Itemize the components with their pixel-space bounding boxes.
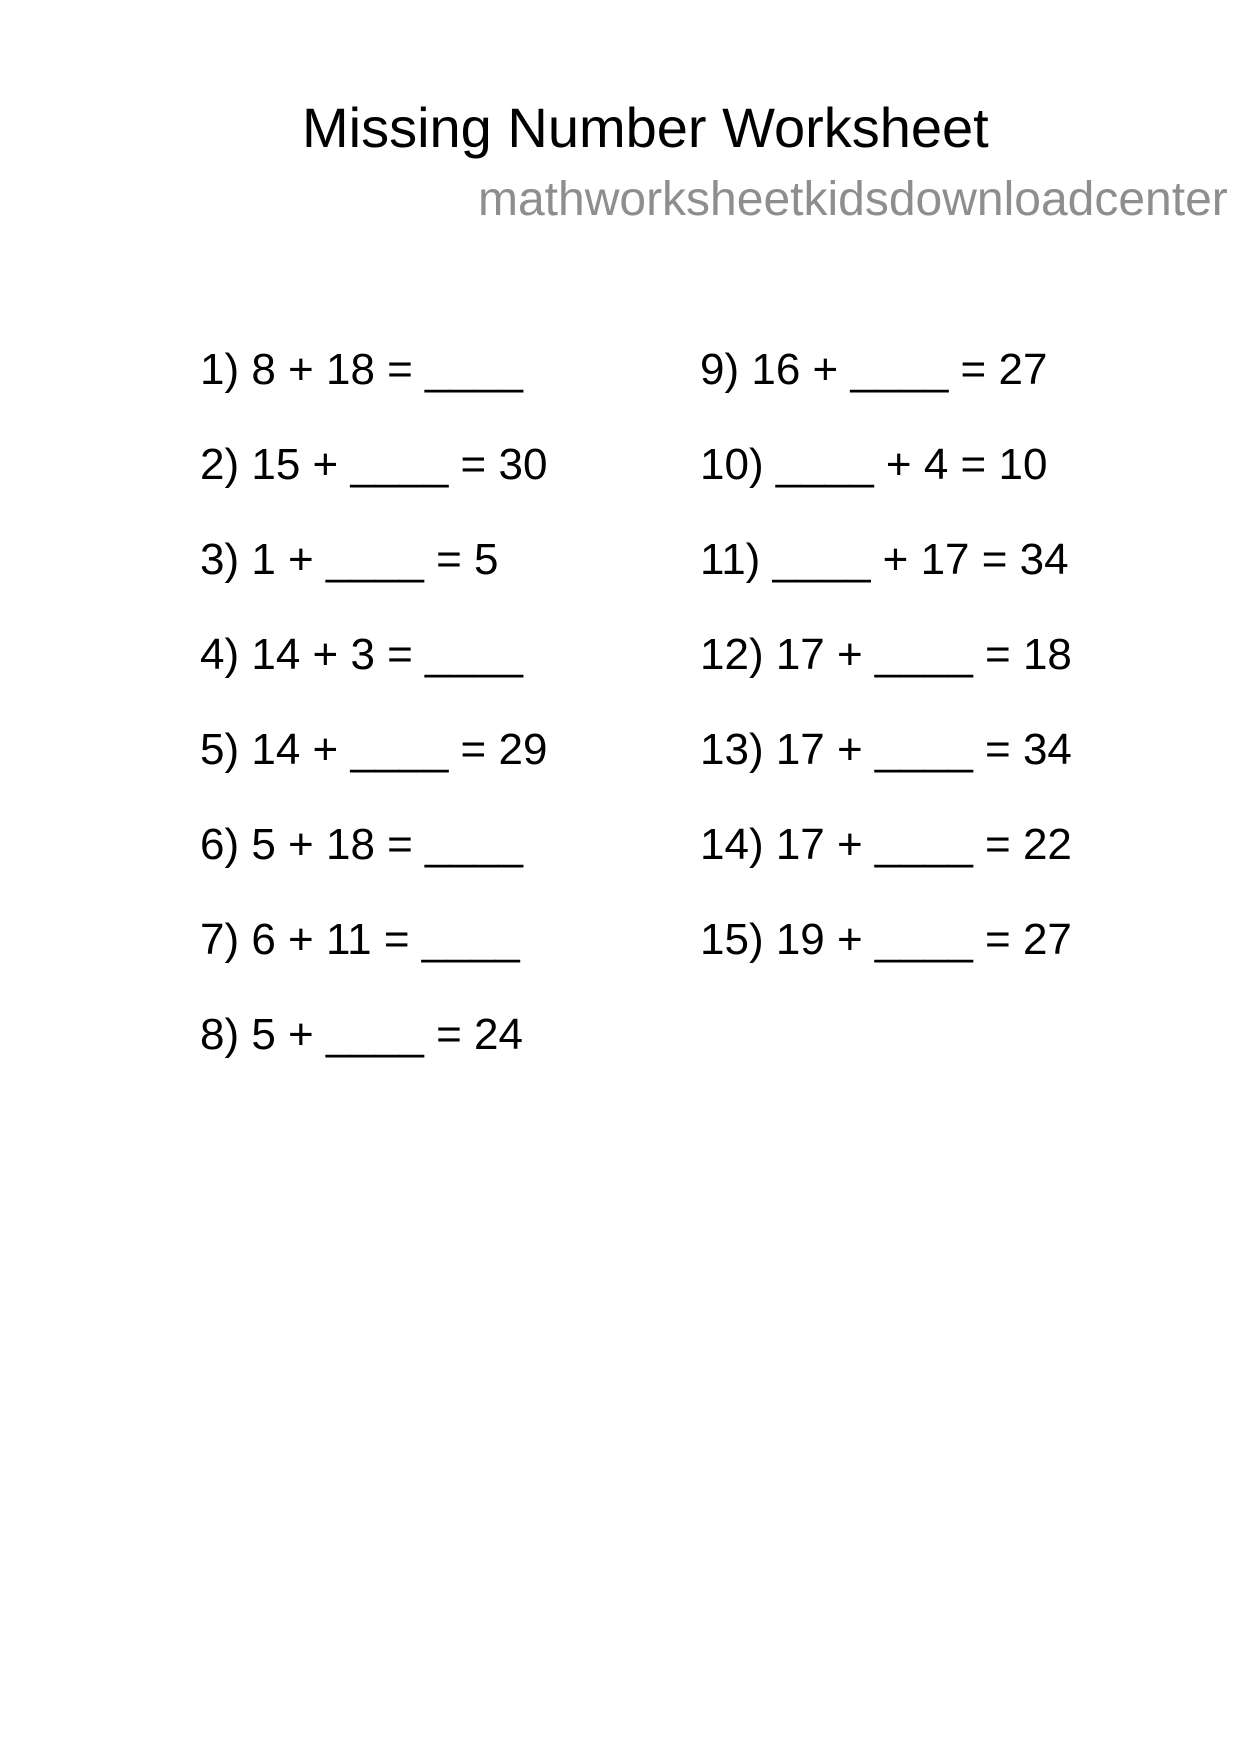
problem-number: 3)	[200, 535, 240, 584]
problem-row-14	[700, 820, 1072, 918]
problem-expression: 5 + ____ = 24	[251, 1010, 523, 1059]
problem-expression: 17 + ____ = 34	[775, 725, 1072, 774]
problem-number: 9)	[700, 345, 740, 394]
problem-expression: 15 + ____ = 30	[251, 440, 548, 489]
problem-number: 2)	[200, 440, 240, 489]
problem-expression: ____ + 17 = 34	[772, 535, 1069, 584]
problem-expression: 8 + 18 = ____	[251, 345, 523, 394]
problem-number: 11)	[700, 535, 761, 584]
problem-number: 13)	[700, 725, 764, 774]
problem-row-1	[200, 345, 547, 443]
problem-expression: 17 + ____ = 22	[775, 820, 1072, 869]
problem-row-3	[200, 535, 547, 633]
problem-row-7	[200, 915, 547, 1013]
problem-number: 4)	[200, 630, 240, 679]
problems-column-right	[700, 345, 1072, 1013]
problem-expression: 19 + ____ = 27	[775, 915, 1072, 964]
problem-row-2	[200, 440, 548, 538]
problem-number: 14)	[700, 820, 764, 869]
problem-number: 12)	[700, 630, 764, 679]
problem-number: 6)	[200, 820, 240, 869]
problem-row-13	[700, 725, 1072, 823]
page-subtitle-watermark: mathworksheetkidsdownloadcenter	[478, 173, 1228, 226]
problem-row-8	[200, 1010, 547, 1108]
problem-row-10	[700, 440, 1072, 538]
problem-expression: 17 + ____ = 18	[775, 630, 1072, 679]
problem-row-11	[700, 535, 1072, 633]
problem-expression: 16 + ____ = 27	[751, 345, 1048, 394]
problem-expression: 6 + 11 = ____	[251, 915, 520, 964]
problem-row-6	[200, 820, 547, 918]
problem-expression: 5 + 18 = ____	[251, 820, 523, 869]
problem-expression: 14 + ____ = 29	[251, 725, 548, 774]
problem-row-12	[700, 630, 1072, 728]
problem-row-9	[700, 345, 1072, 443]
problem-expression: 1 + ____ = 5	[251, 535, 499, 584]
problem-number: 5)	[200, 725, 240, 774]
page-title: Missing Number Worksheet	[302, 96, 989, 159]
problem-row-5	[200, 725, 548, 823]
problem-expression: ____ + 4 = 10	[775, 440, 1048, 489]
problem-number: 15)	[700, 915, 764, 964]
problem-expression: 14 + 3 = ____	[251, 630, 523, 679]
problem-number: 1)	[200, 345, 240, 394]
problem-number: 10)	[700, 440, 764, 489]
problem-row-4	[200, 630, 547, 728]
problem-number: 7)	[200, 915, 240, 964]
problem-row-15	[700, 915, 1072, 1013]
problem-number: 8)	[200, 1010, 240, 1059]
problems-column-left	[200, 345, 548, 1108]
